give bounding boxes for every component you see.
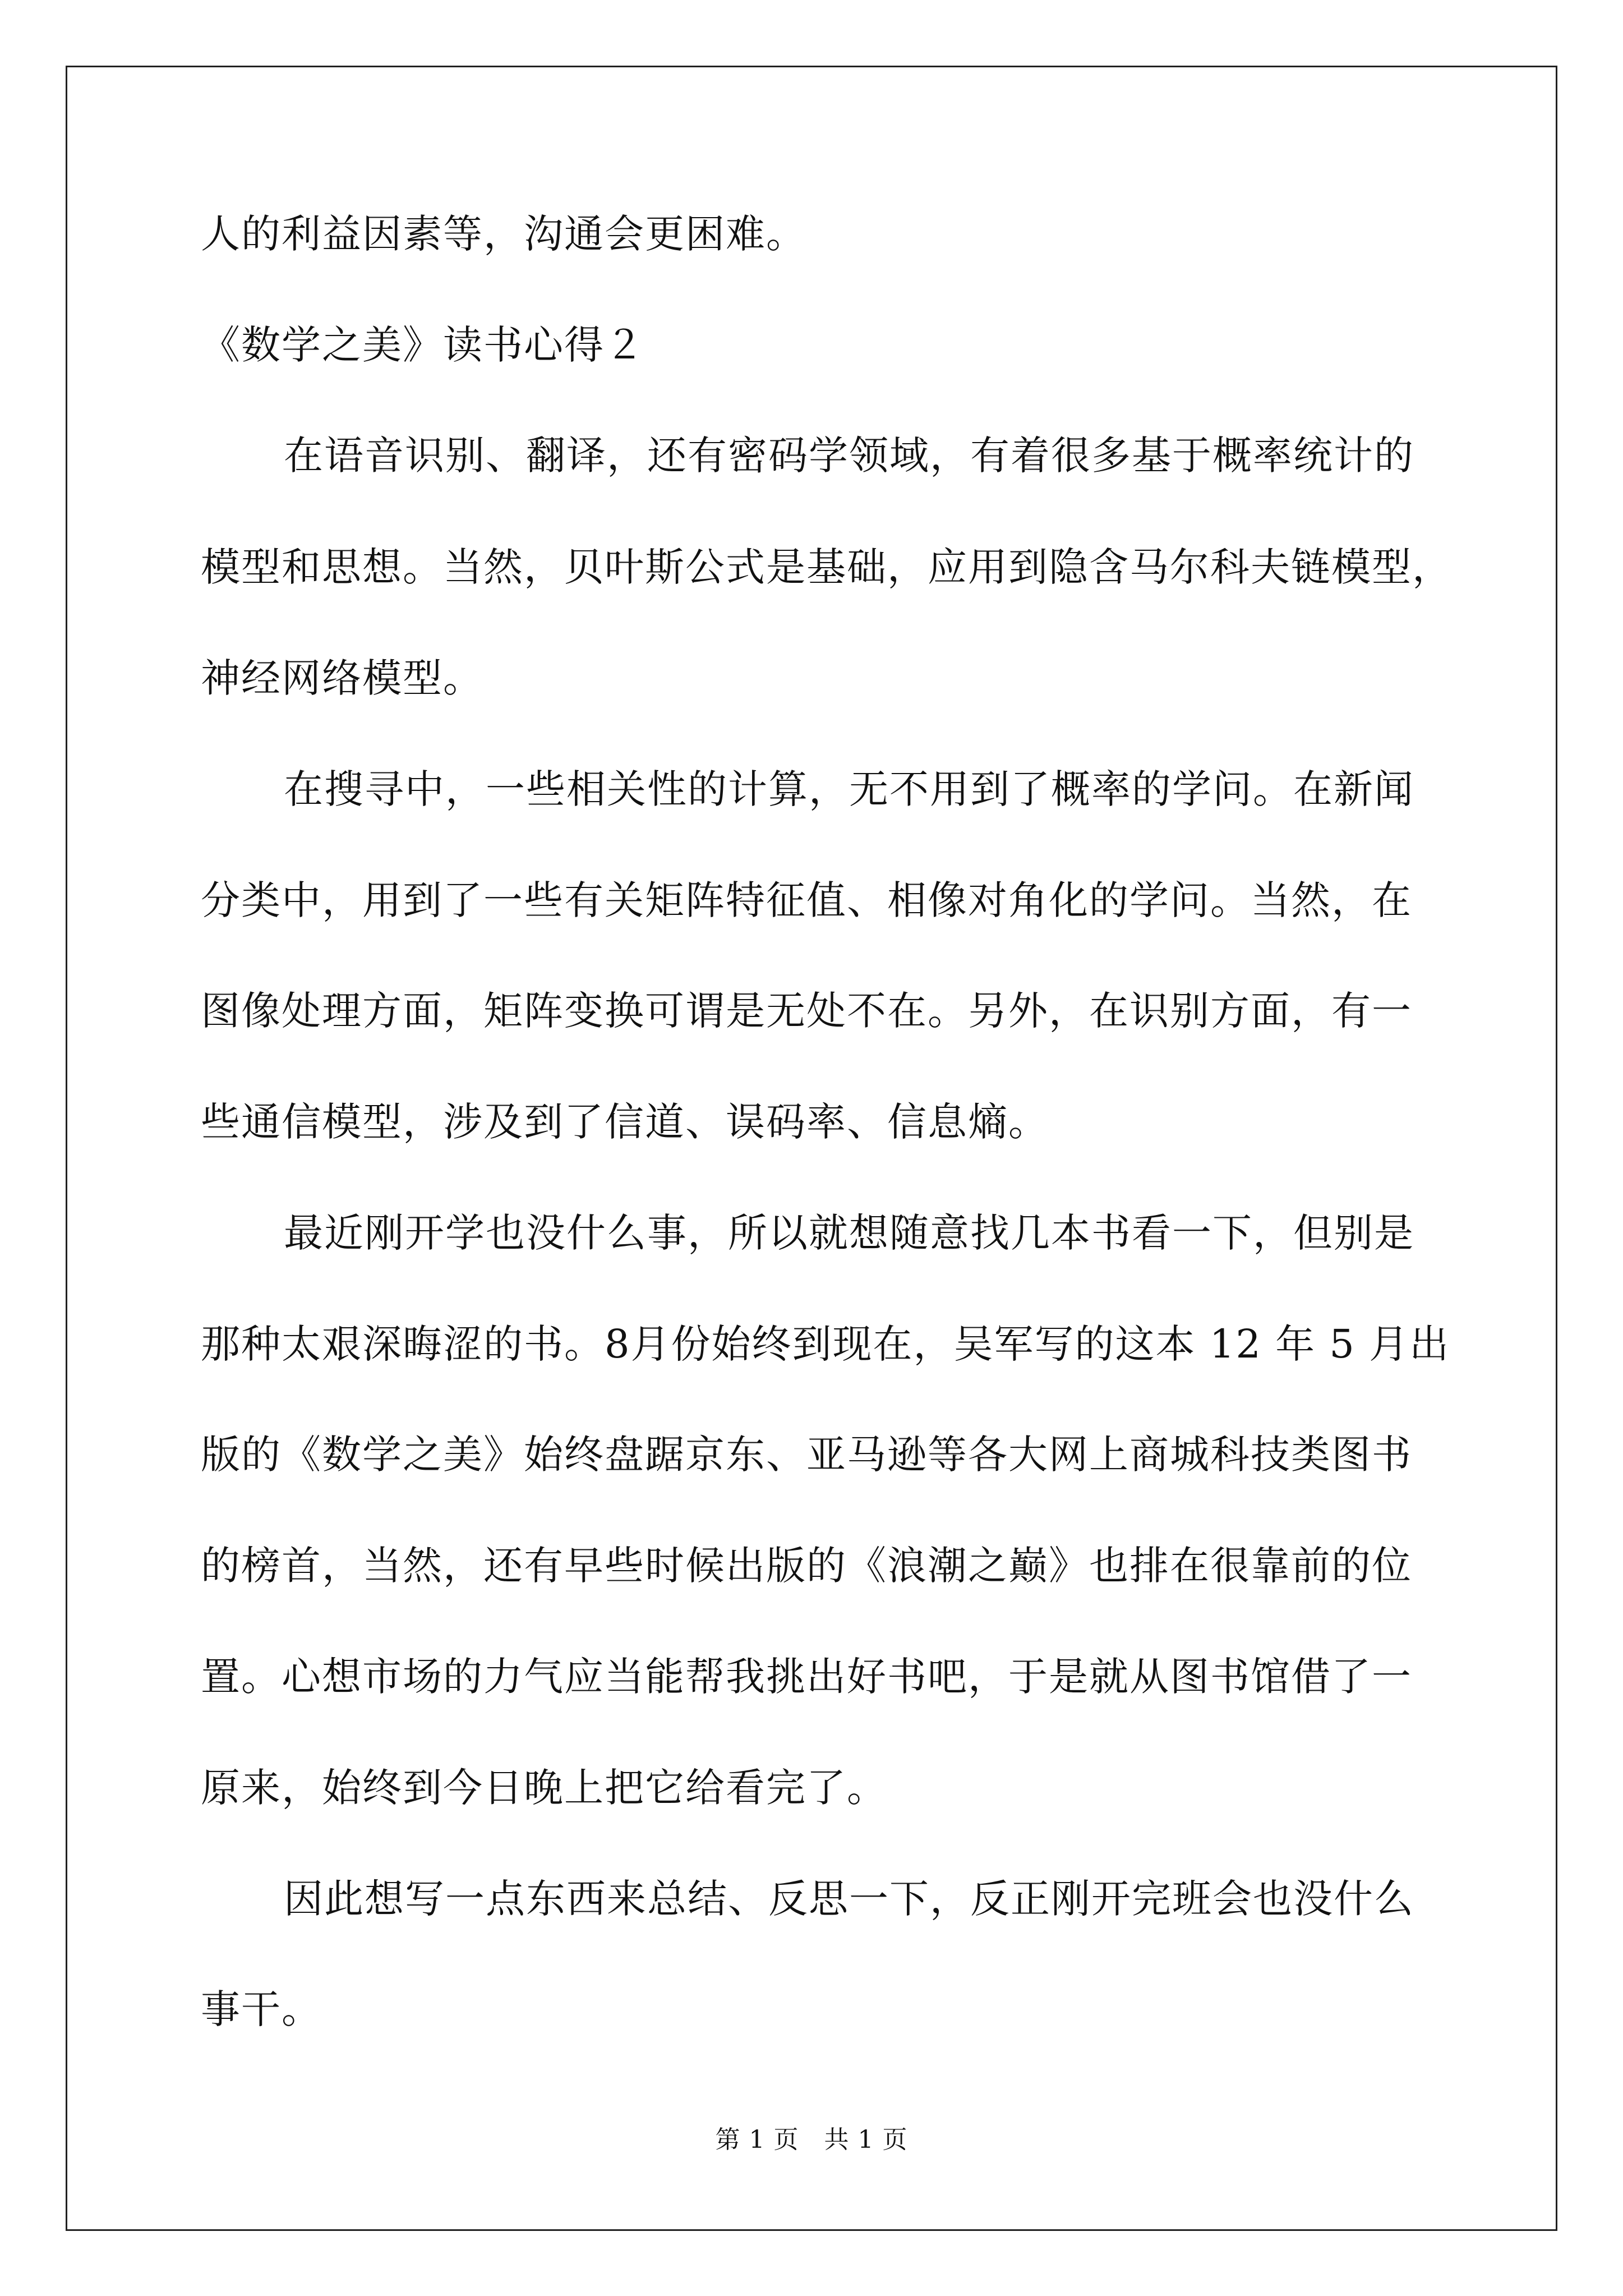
section-heading: 《数学之美》读书心得２ <box>201 322 645 368</box>
text-line: 原来，始终到今日晚上把它给看完了。 <box>201 1765 887 1811</box>
text-line: 那种太艰深晦涩的书。8月份始终到现在，吴军写的这本 12 年 5 月出 <box>201 1321 1450 1367</box>
text-line: 置。心想市场的力气应当能帮我挑出好书吧，于是就从图书馆借了一 <box>201 1654 1412 1700</box>
text-line: 的榜首，当然，还有早些时候出版的《浪潮之巅》也排在很靠前的位 <box>201 1543 1412 1589</box>
text-line: 在搜寻中，一些相关性的计算，无不用到了概率的学问。在新闻 <box>284 766 1414 812</box>
text-line: 图像处理方面，矩阵变换可谓是无处不在。另外，在识别方面，有一 <box>201 988 1412 1034</box>
text-line: 分类中，用到了一些有关矩阵特征值、相像对角化的学问。当然，在 <box>201 877 1412 923</box>
text-line: 版的《数学之美》始终盘踞京东、亚马逊等各大网上商城科技类图书 <box>201 1432 1412 1478</box>
text-line: 人的利益因素等，沟通会更困难。 <box>201 211 806 257</box>
text-line: 在语音识别、翻译，还有密码学领域，有着很多基于概率统计的 <box>284 432 1414 478</box>
text-line: 些通信模型，涉及到了信道、误码率、信息熵。 <box>201 1099 1049 1145</box>
text-line: 因此想写一点东西来总结、反思一下，反正刚开完班会也没什么 <box>284 1876 1414 1922</box>
text-line: 事干。 <box>201 1986 322 2032</box>
text-line: 模型和思想。当然，贝叶斯公式是基础，应用到隐含马尔科夫链模型， <box>201 544 1453 590</box>
page-footer: 第 1 页 共 1 页 <box>715 2125 908 2154</box>
text-line: 神经网络模型。 <box>201 655 483 701</box>
text-line: 最近刚开学也没什么事，所以就想随意找几本书看一下，但别是 <box>284 1210 1414 1256</box>
